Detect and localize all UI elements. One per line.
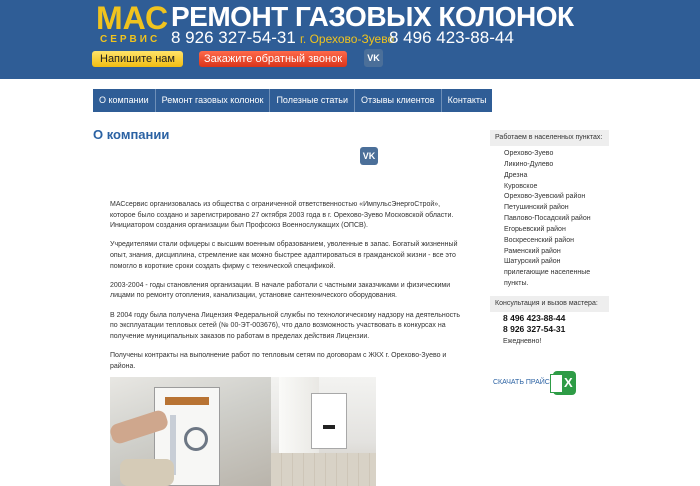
header-city: г. Орехово-Зуево [300,32,395,46]
write-us-button[interactable]: Напишите нам [92,51,183,67]
boiler-repair-photo [110,377,271,486]
nav-item-articles[interactable]: Полезные статьи [270,89,355,112]
nav-item-repair[interactable]: Ремонт газовых колонок [156,89,271,112]
areas-heading: Работаем в населенных пунктах: [490,130,609,146]
header-phone-1: 8 926 327-54-31 [171,28,296,47]
logo-text: МАС [96,0,169,36]
paragraph: Получены контракты на выполнение работ по тепловым сетям по договорам с ЖКХ г. Орехово-Зуево и района. [110,351,447,370]
town-item: Егорьевский район [504,225,566,233]
vk-share-icon[interactable]: VK [360,147,378,165]
town-item: Павлово-Посадский район [504,215,591,223]
town-item: Раменский район [504,247,561,255]
site-header [0,0,700,79]
paragraph: В 2004 году была получена Лицензия Федеральной службы по технологическому надзору на деятельность по эксплуатации тепловых сетей (№ 00-ЭТ-003676), что дало возможность участвовать в конкурсах на получение муниципальных заказов по работам в пределах действия Лицензии. [110,311,461,340]
nav-item-reviews[interactable]: Отзывы клиентов [355,89,442,112]
paragraph: МАСсервис организовалась из общества с ограниченной ответственностью «ИмпульсЭнергоСтрой», которое было создано и зарегистрировано 27 октября 2003 года в г. Орехово-Зуево Московской области. Инициатором создания организации был Профсоюз Военнослужащих (ОПСВ). [110,201,454,230]
vk-icon[interactable]: VK [364,49,383,67]
town-item: Орехово-Зуевский район [504,193,586,201]
content-text [110,200,465,381]
hand-image [120,459,174,486]
nav-item-about[interactable]: О компании [93,89,156,112]
header-phone-2: 8 496 423-88-44 [389,28,514,47]
town-item: Шатурский район [504,258,561,266]
daily-note: Ежедневно! [503,338,542,345]
town-item: Ликино-Дулево [504,160,554,168]
page-title: О компании [93,127,170,142]
towns-list [504,149,608,290]
paragraph: Учредителями стали офицеры с высшим военным образованием, уволенные в запас. Богатый жизненный опыт, знания, дисциплина, стремление как можно быстрее адаптироваться в гражданской жизни - все это помогло в короткие сроки создать фирму с технической спецификой. [110,241,458,270]
main-nav [93,89,492,112]
town-item: Воскресенский район [504,236,574,244]
town-item: пункты. [504,280,529,288]
download-price-link[interactable]: СКАЧАТЬ ПРАЙС [493,379,550,386]
contact-heading: Консультация и вызов мастера: [490,296,609,312]
town-item: Куровское [504,182,538,190]
logo-subtext: СЕРВИС [100,34,161,45]
callback-button[interactable]: Закажите обратный звонок [199,51,347,67]
valve-image [184,427,208,451]
paragraph: 2003-2004 - годы становления организации. В начале работали с частными заказчиками и физическими лицами по ремонту отопления, канализации, установке сантехнического оборудования. [110,281,451,300]
town-item: прилегающие населенные [504,269,591,277]
heater-image [311,393,347,449]
contact-phone-2: 8 926 327-54-31 [503,324,566,334]
pipe-image [165,397,209,405]
excel-icon-letter: X [564,375,573,390]
water-heater-photo [271,377,376,486]
excel-icon[interactable] [553,371,576,395]
contact-phone-1: 8 496 423-88-44 [503,313,566,323]
town-item: Орехово-Зуево [504,150,554,157]
nav-item-contacts[interactable]: Контакты [447,95,487,105]
heater-display [323,425,335,429]
logo[interactable] [96,0,169,45]
tiles-image [271,453,376,486]
town-item: Дрезна [504,171,528,179]
town-item: Петушинский район [504,204,569,212]
site-title: РЕМОНТ ГАЗОВЫХ КОЛОНОК [171,1,574,32]
